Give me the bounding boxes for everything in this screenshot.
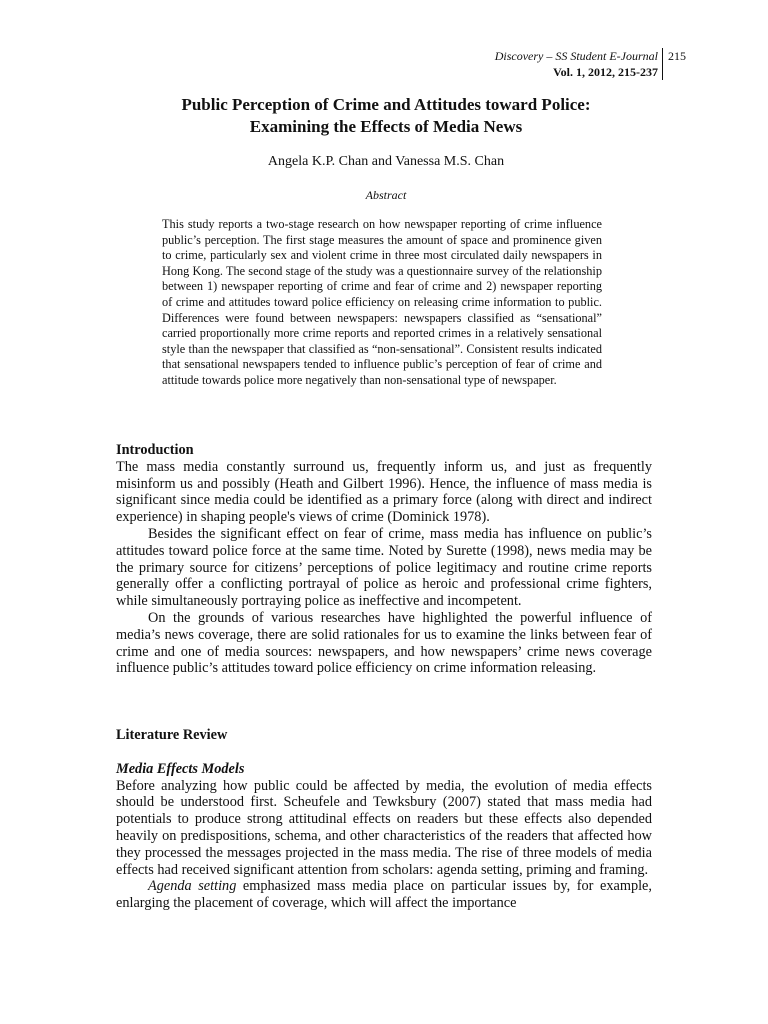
abstract-heading: Abstract: [365, 188, 407, 202]
introduction-paragraph-1: The mass media constantly surround us, frequently inform us, and just as frequently misinform us and possibly (Heath and Gilbert 1996). Hence, the influence of mass media is significant since media could be identified as a primary force (along with direct and indirect experience) in shaping people's views of crime (Dominick 1978).: [116, 458, 652, 526]
literature-review-section: [116, 727, 652, 912]
volume-info: Vol. 1, 2012, 215-237: [553, 65, 658, 79]
header-divider: [662, 48, 663, 80]
introduction-section: [116, 442, 652, 677]
introduction-heading: Introduction: [116, 442, 194, 458]
literature-review-heading: Literature Review: [116, 727, 228, 743]
media-effects-subheading: Media Effects Models: [116, 760, 245, 777]
agenda-setting-term: Agenda setting: [148, 878, 237, 895]
literature-paragraph-2-text: emphasized mass media place on particular issues by, for example, enlarging the placement of coverage, which will affect the importance: [116, 878, 652, 912]
running-head: [0, 48, 768, 82]
abstract-text: This study reports a two-stage research on how newspaper reporting of crime influence public’s perception. The first stage measures the amount of space and prominence given to crime, particularly sex and violent crime in three most circulated daily newspapers in Hong Kong. The second stage of the study was a questionnaire survey of the relationship between 1) newspaper reporting of crime and fear of crime and 2) newspaper reporting of crime and attitudes toward police efficiency on releasing crime information to public. Differences were found between newspapers: newspapers classified as “sensational” carried proportionally more crime reports and reported crimes in a relatively sensational style than the newspaper that classified as “non-sensational”. Consistent results indicated that sensational newspapers tended to influence public’s perception of fear of crime and attitude towards police more negatively than non-sensational type of newspaper.: [162, 217, 602, 387]
literature-paragraph-1: Before analyzing how public could be affected by media, the evolution of media effects should be understood first. Scheufele and Tewksbury (2007) stated that mass media had potentials to produce strong attitudinal effects on readers but these effects also depended heavily on predispositions, schema, and other characteristics of the readers that affected how they processed the messages projected in the mass media. The rise of three models of media effects had received significant attention from scholars: agenda setting, priming and framing.: [116, 777, 652, 878]
section-spacer: [116, 744, 652, 761]
literature-paragraph-2: [116, 878, 652, 912]
title-line-1: Public Perception of Crime and Attitudes toward Police:: [181, 95, 591, 114]
page-number: 215: [668, 49, 686, 63]
journal-name: Discovery – SS Student E-Journal: [494, 49, 658, 63]
author-list: Angela K.P. Chan and Vanessa M.S. Chan: [267, 154, 505, 169]
title-line-2: Examining the Effects of Media News: [249, 117, 523, 136]
running-head-text: [495, 48, 658, 80]
introduction-paragraph-3: On the grounds of various researches have highlighted the powerful influence of media’s news coverage, there are solid rationales for us to examine the links between fear of crime and one of media sources: newspapers, and how newspapers’ crime news coverage influence public’s attitudes toward police efficiency on crime information releasing.: [116, 609, 652, 677]
introduction-paragraph-2: Besides the significant effect on fear of crime, mass media has influence on public’s attitudes toward police force at the same time. Noted by Surette (1998), news media may be the primary source for citizens’ perceptions of police legitimacy and routine crime reports generally offer a conflicting portrayal of police as heroic and professional crime fighters, while simultaneously portraying police as ineffective and incompetent.: [116, 525, 652, 610]
paper-title: [100, 94, 672, 138]
